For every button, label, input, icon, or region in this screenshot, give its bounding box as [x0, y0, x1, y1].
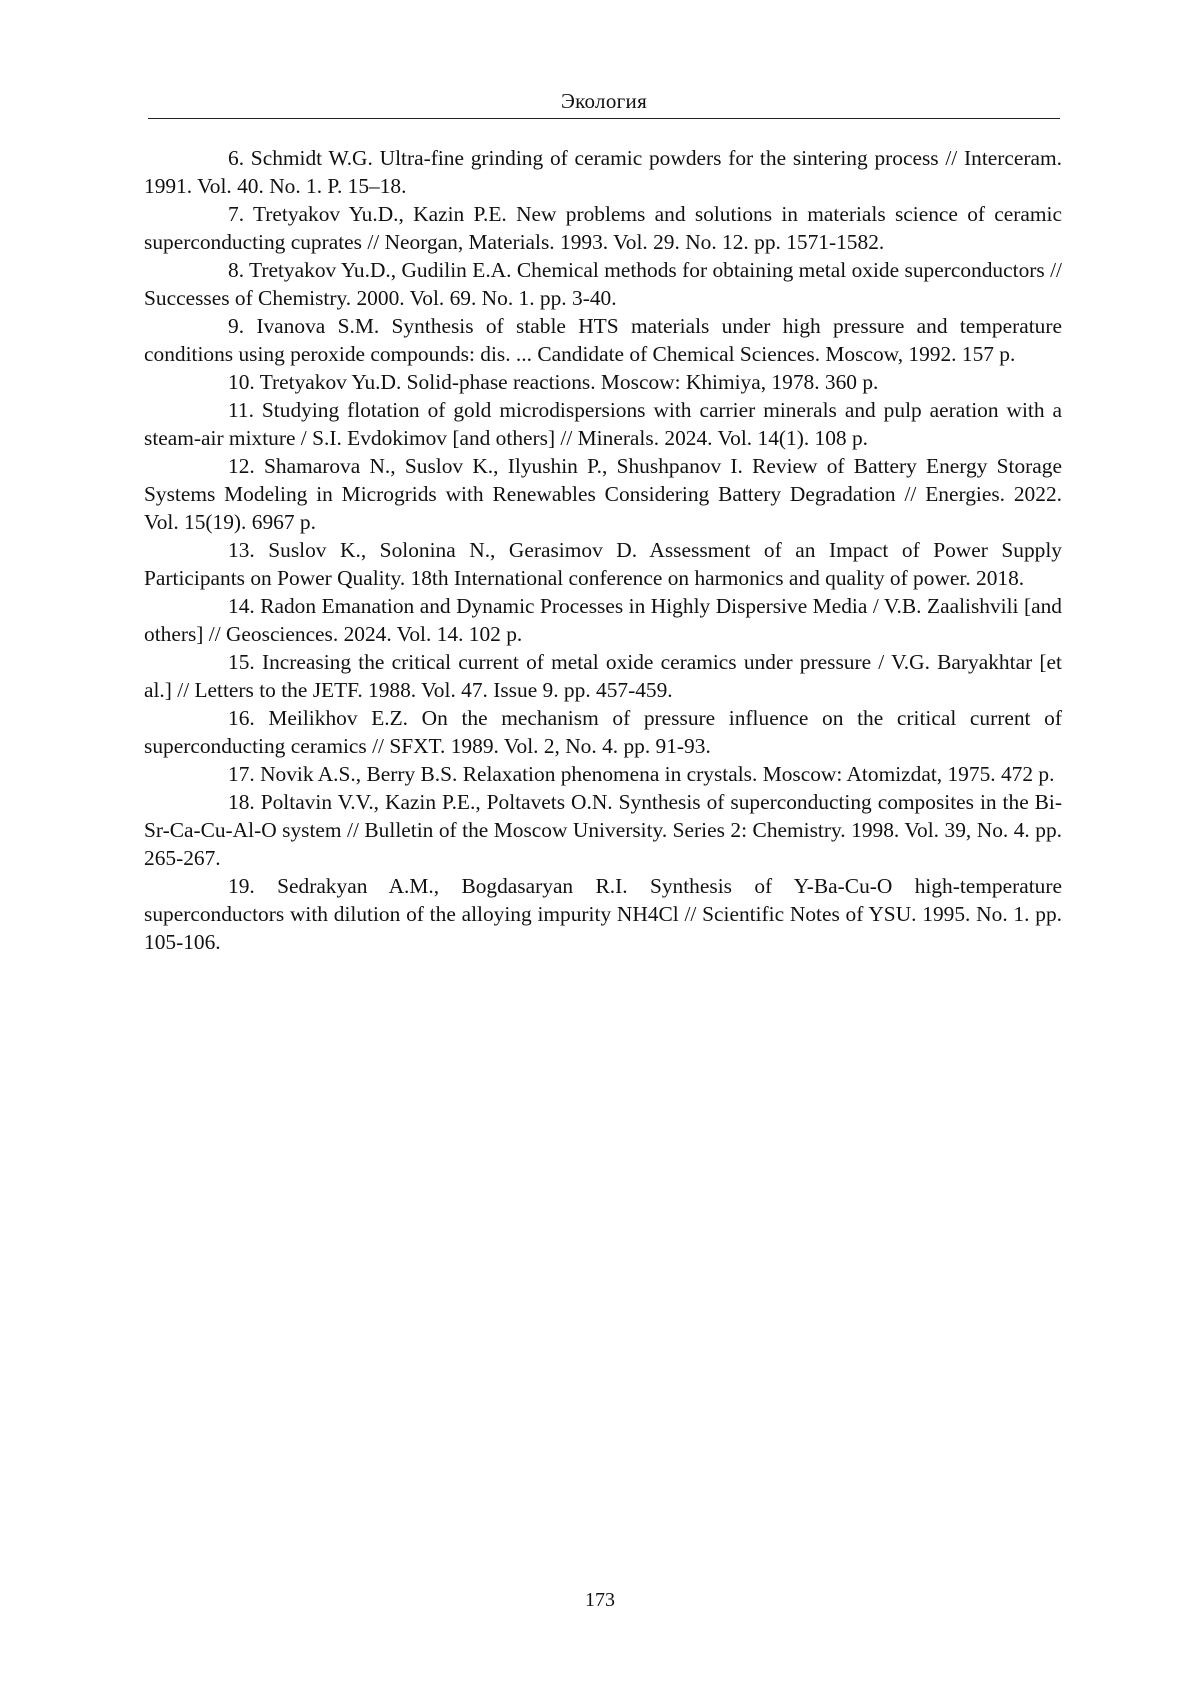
reference-item: 19. Sedrakyan A.M., Bogdasaryan R.I. Synthesis of Y-Ba-Cu-O high-temperature superconductors with dilution of the alloying impurity NH4Cl // Scientific Notes of YSU. 1995. No. 1. pp. 105-106.: [144, 874, 1062, 954]
reference-item: 12. Shamarova N., Suslov K., Ilyushin P., Shushpanov I. Review of Battery Energy Storage Systems Modeling in Microgrids with Renewables Considering Battery Degradation // Energies. 2022. Vol. 15(19). 6967 p.: [144, 454, 1062, 534]
reference-item: 13. Suslov K., Solonina N., Gerasimov D. Assessment of an Impact of Power Supply Participants on Power Quality. 18th International conference on harmonics and quality of power. 2018.: [144, 538, 1062, 590]
reference-item: 16. Meilikhov E.Z. On the mechanism of pressure influence on the critical current of superconducting ceramics // SFXT. 1989. Vol. 2, No. 4. pp. 91-93.: [144, 706, 1062, 758]
reference-item: 6. Schmidt W.G. Ultra-fine grinding of ceramic powders for the sintering process // Interceram. 1991. Vol. 40. No. 1. P. 15–18.: [144, 146, 1062, 198]
header-rule: [148, 118, 1060, 119]
reference-item: 9. Ivanova S.M. Synthesis of stable HTS materials under high pressure and temperature conditions using peroxide compounds: dis. ... Candidate of Chemical Sciences. Moscow, 1992. 157 p.: [144, 314, 1062, 366]
reference-list: [144, 144, 1062, 956]
reference-item: 7. Tretyakov Yu.D., Kazin P.E. New problems and solutions in materials science of ceramic superconducting cuprates // Neorgan, Materials. 1993. Vol. 29. No. 12. pp. 1571-1582.: [144, 202, 1062, 254]
page-number: 173: [585, 1589, 615, 1611]
reference-item: 11. Studying flotation of gold microdispersions with carrier minerals and pulp aeration with a steam-air mixture / S.I. Evdokimov [and others] // Minerals. 2024. Vol. 14(1). 108 p.: [144, 398, 1062, 450]
reference-item: 8. Tretyakov Yu.D., Gudilin E.A. Chemical methods for obtaining metal oxide superconductors // Successes of Chemistry. 2000. Vol. 69. No. 1. pp. 3-40.: [144, 258, 1062, 310]
running-header: Экология: [560, 89, 648, 113]
reference-item: 17. Novik A.S., Berry B.S. Relaxation phenomena in crystals. Moscow: Atomizdat, 1975. 472 p.: [228, 762, 1055, 786]
reference-item: 15. Increasing the critical current of metal oxide ceramics under pressure / V.G. Baryakhtar [et al.] // Letters to the JETF. 1988. Vol. 47. Issue 9. pp. 457-459.: [144, 650, 1062, 702]
reference-item: 14. Radon Emanation and Dynamic Processes in Highly Dispersive Media / V.B. Zaalishvili [and others] // Geosciences. 2024. Vol. 14. 102 p.: [144, 594, 1062, 646]
reference-item: 10. Tretyakov Yu.D. Solid-phase reactions. Moscow: Khimiya, 1978. 360 p.: [228, 370, 879, 394]
reference-item: 18. Poltavin V.V., Kazin P.E., Poltavets O.N. Synthesis of superconducting composites in the Bi-Sr-Ca-Cu-Al-O system // Bulletin of the Moscow University. Series 2: Chemistry. 1998. Vol. 39, No. 4. pp. 265-267.: [144, 790, 1062, 870]
